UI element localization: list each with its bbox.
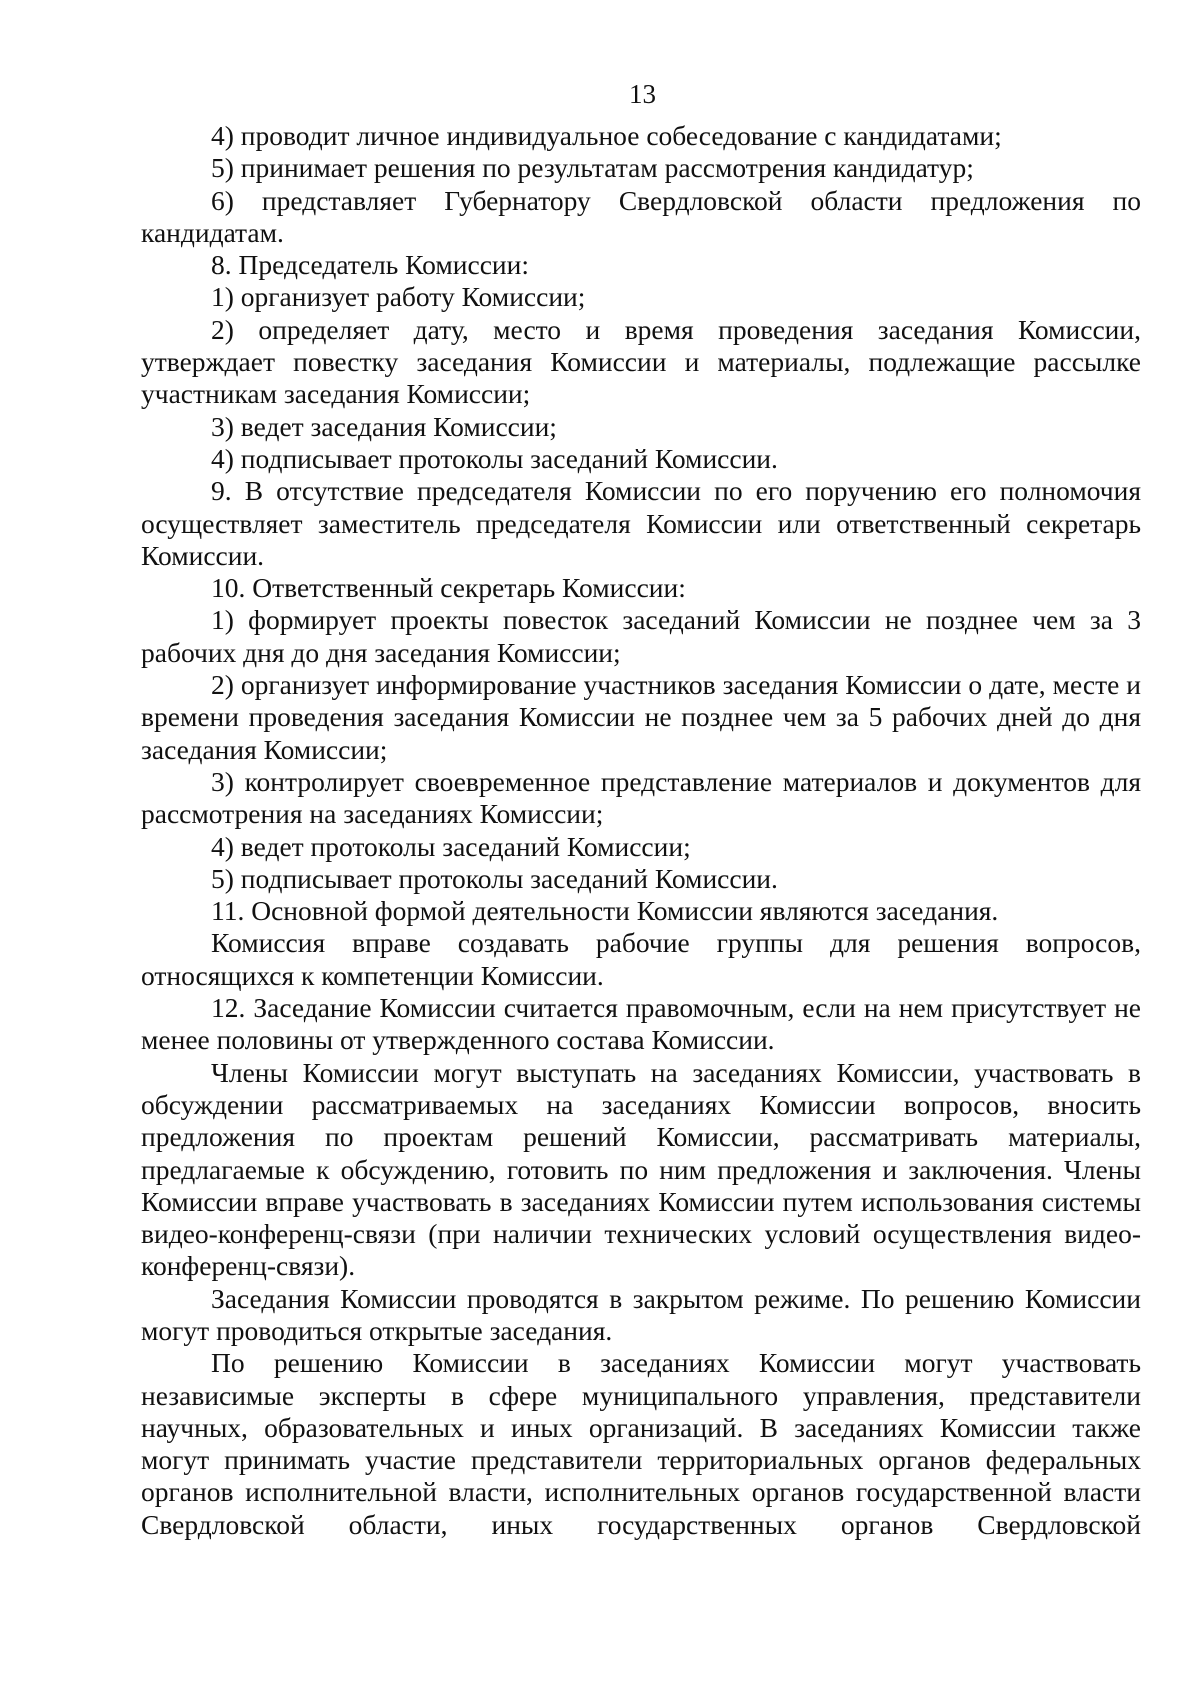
secretary-item-3: 3) контролирует своевременное представление материалов и документов для рассмотрения на заседаниях Комиссии; <box>141 765 1141 830</box>
chair-item-2: 2) определяет дату, место и время проведения заседания Комиссии, утверждает повестку заседания Комиссии и материалы, подлежащие рассылке участникам заседания Комиссии; <box>141 313 1141 410</box>
chair-item-3: 3) ведет заседания Комиссии; <box>211 410 557 442</box>
closed-meetings-paragraph: Заседания Комиссии проводятся в закрытом режиме. По решению Комиссии могут проводиться открытые заседания. <box>141 1282 1141 1346</box>
chair-item-4: 4) подписывает протоколы заседаний Комиссии. <box>211 442 778 474</box>
section-12-paragraph: 12. Заседание Комиссии считается правомочным, если на нем присутствует не менее половины от утвержденного состава Комиссии. <box>141 992 1141 1056</box>
document-body <box>141 120 1141 1541</box>
list-item-4-interview: 4) проводит личное индивидуальное собеседование с кандидатами; <box>211 120 1002 151</box>
chair-item-1: 1) организует работу Комиссии; <box>211 281 586 313</box>
secretary-item-5: 5) подписывает протоколы заседаний Комиссии. <box>211 862 778 894</box>
list-item-6-proposals: 6) представляет Губернатору Свердловской области предложения по кандидатам. <box>141 184 1141 248</box>
section-8-heading: 8. Председатель Комиссии: <box>211 249 529 281</box>
list-item-5-decisions: 5) принимает решения по результатам рассмотрения кандидатур; <box>211 152 974 184</box>
secretary-item-1: 1) формирует проекты повесток заседаний Комиссии не позднее чем за 3 рабочих дня до дня заседания Комиссии; <box>141 604 1141 668</box>
section-10-heading: 10. Ответственный секретарь Комиссии: <box>211 572 686 604</box>
secretary-item-4: 4) ведет протоколы заседаний Комиссии; <box>211 830 691 862</box>
page-number: 13 <box>629 79 656 109</box>
secretary-item-2: 2) организует информирование участников заседания Комиссии о дате, месте и времени проведения заседания Комиссии не позднее чем за 5 рабочих дней до дня заседания Комиссии; <box>141 669 1141 765</box>
members-rights-paragraph: Члены Комиссии могут выступать на заседаниях Комиссии, участвовать в обсуждении рассматриваемых на заседаниях Комиссии вопросов, вносить предложения по проектам решений Комиссии, рассматривать материалы, предлагаемые к обсуждению, готовить по ним предложения и заключения. Члены Комиссии вправе участвовать в заседаниях Комиссии путем использования системы видео-конференц-связи (при наличии технических условий осуществления видео-конференц-связи). <box>141 1056 1141 1282</box>
experts-paragraph: По решению Комиссии в заседаниях Комиссии могут участвовать независимые эксперты в сфере муниципального управления, представители научных, образовательных и иных организаций. В заседаниях Комиссии также могут принимать участие представители территориальных органов федеральных органов исполнительной власти, исполнительных органов государственной власти Свердловской области, иных государственных органов Свердловской <box>141 1347 1141 1540</box>
section-11-paragraph: 11. Основной формой деятельности Комиссии являются заседания. <box>211 895 999 927</box>
working-groups-paragraph: Комиссия вправе создавать рабочие группы для решения вопросов, относящихся к компетенции Комиссии. <box>141 927 1141 991</box>
section-9-paragraph: 9. В отсутствие председателя Комиссии по его поручению его полномочия осуществляет заместитель председателя Комиссии или ответственный секретарь Комиссии. <box>141 475 1141 571</box>
